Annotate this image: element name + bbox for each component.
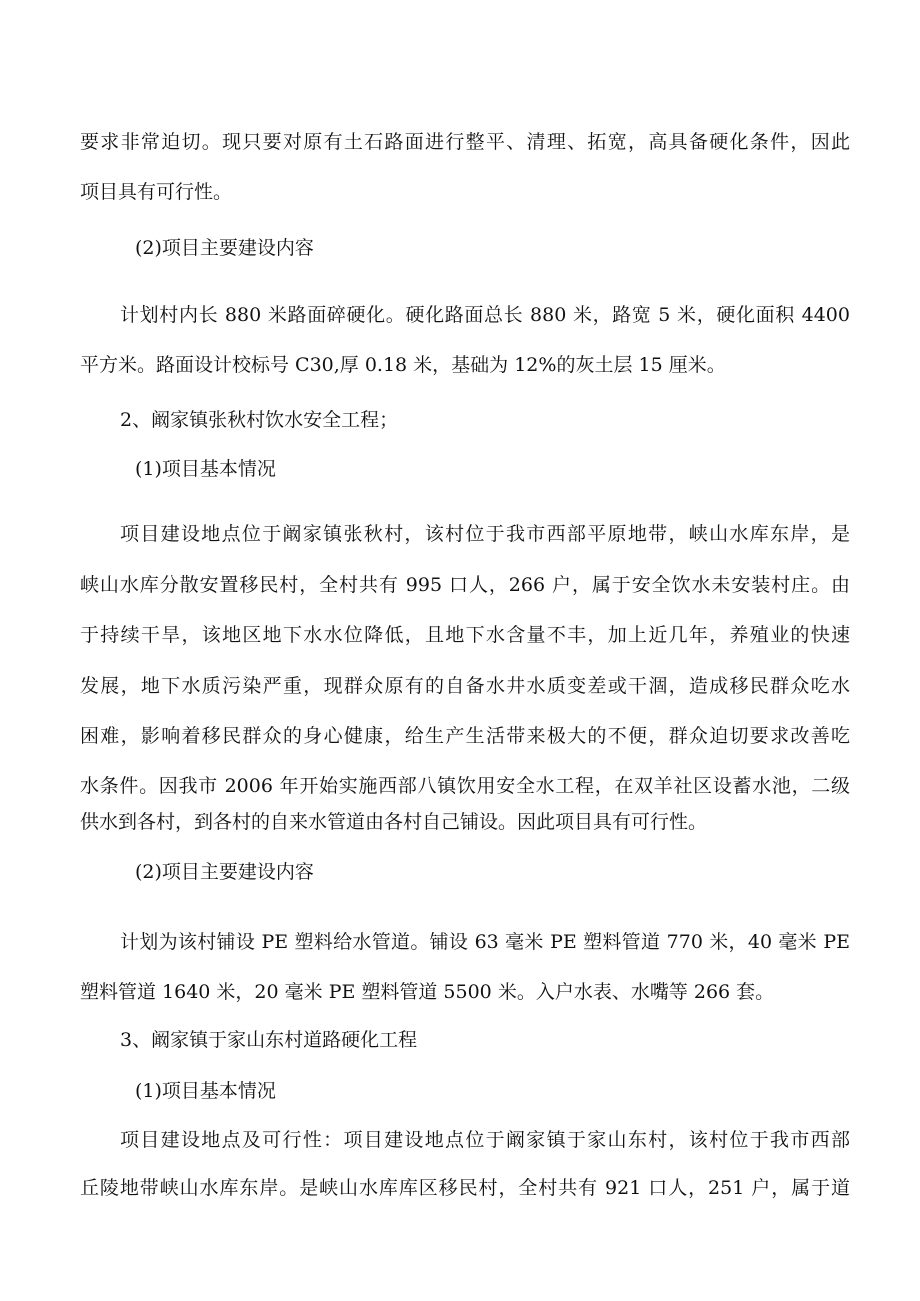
paragraph-line: 丘陵地带峡山水库东岸。是峡山水库库区移民村，全村共有 921 口人，251 户，属于道: [80, 1177, 850, 1199]
paragraph-line: 水条件。因我市 2006 年开始实施西部八镇饮用安全水工程，在双羊社区设蓄水池，二级: [80, 775, 850, 797]
paragraph-line: 项目具有可行性。: [80, 181, 233, 203]
paragraph-line: 项目建设地点及可行性：项目建设地点位于阚家镇于家山东村，该村位于我市西部: [120, 1129, 850, 1151]
paragraph-line: 塑料管道 1640 米，20 毫米 PE 塑料管道 5500 米。入户水表、水嘴等 266 套。: [80, 981, 775, 1003]
paragraph-line: 计划村内长 880 米路面碎硬化。硬化路面总长 880 米，路宽 5 米，硬化面积 4400: [120, 304, 850, 326]
section-heading: (2)项目主要建设内容: [135, 237, 314, 259]
paragraph-line: 要求非常迫切。现只要对原有土石路面进行整平、清理、拓宽，高具备硬化条件，因此: [80, 131, 850, 153]
section-heading: (1)项目基本情况: [135, 458, 276, 480]
paragraph-line: 发展，地下水质污染严重，现群众原有的自备水井水质变差或干涸，造成移民群众吃水: [80, 675, 850, 697]
paragraph-line: 峡山水库分散安置移民村，全村共有 995 口人，266 户，属于安全饮水未安装村庄。由: [80, 574, 850, 596]
section-heading: (2)项目主要建设内容: [135, 861, 314, 883]
section-heading: 2、阚家镇张秋村饮水安全工程；: [120, 409, 399, 431]
paragraph-line: 计划为该村铺设 PE 塑料给水管道。铺设 63 毫米 PE 塑料管道 770 米，40 毫米 PE: [120, 931, 850, 953]
paragraph-line: 于持续干旱，该地区地下水水位降低，且地下水含量不丰，加上近几年，养殖业的快速: [80, 624, 850, 646]
paragraph-line: 困难，影响着移民群众的身心健康，给生产生活带来极大的不便，群众迫切要求改善吃: [80, 725, 850, 747]
section-heading: (1)项目基本情况: [135, 1080, 276, 1102]
paragraph-line: 项目建设地点位于阚家镇张秋村，该村位于我市西部平原地带，峡山水库东岸，是: [120, 523, 850, 545]
section-heading: 3、阚家镇于家山东村道路硬化工程: [120, 1029, 418, 1051]
paragraph-line: 平方米。路面设计校标号 C30,厚 0.18 米，基础为 12%的灰土层 15 厘米。: [80, 354, 726, 376]
paragraph-line: 供水到各村，到各村的自来水管道由各村自己铺设。因此项目具有可行性。: [80, 811, 708, 833]
